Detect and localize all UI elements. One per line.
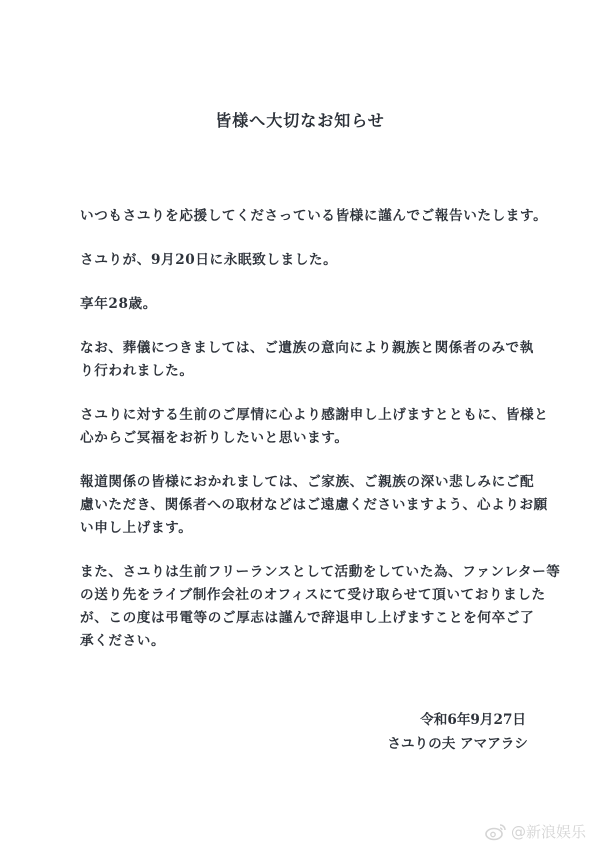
paragraph-announcement xyxy=(80,249,530,272)
paragraph-funeral xyxy=(80,337,534,383)
paragraph-line: 慮いただき、関係者への取材などはご遠慮くださいますよう、心よりお願 xyxy=(80,497,548,513)
paragraph-fan-letters xyxy=(80,561,561,653)
paragraph-line: 心からご冥福をお祈りしたいと思います。 xyxy=(80,430,349,446)
paragraph-press xyxy=(80,471,548,540)
document-title: 皆様へ大切なお知らせ xyxy=(215,111,385,130)
paragraph-line: さユりに対する生前のご厚情に心より感謝申し上げますとともに、皆様と xyxy=(80,407,549,423)
paragraph-greeting xyxy=(80,205,548,228)
paragraph-line: 承ください。 xyxy=(80,633,166,649)
paragraph-line: 享年28歳。 xyxy=(80,296,157,312)
paragraph-line: り行われました。 xyxy=(80,363,194,379)
signature-block xyxy=(387,708,528,756)
paragraph-line: いつもさユりを応援してくださっている皆様に謹んでご報告いたします。 xyxy=(80,208,548,224)
watermark xyxy=(485,821,586,842)
watermark-text: @新浪娱乐 xyxy=(510,823,586,841)
paragraph-line: の送り先をライブ制作会社のオフィスにて受け取らせて頂いておりました xyxy=(80,587,546,603)
paragraph-gratitude xyxy=(80,404,549,450)
signature-name: さユりの夫 アマアラシ xyxy=(387,736,528,752)
paragraph-line: 報道関係の皆様におかれましては、ご家族、ご親族の深い悲しみにご配 xyxy=(80,474,535,490)
paragraph-age xyxy=(80,293,530,316)
weibo-icon xyxy=(485,823,507,841)
paragraph-line: なお、葬儀につきましては、ご遺族の意向により親族と関係者のみで執 xyxy=(80,340,534,356)
paragraph-line: また、さユりは生前フリーランスとして活動をしていた為、ファンレター等 xyxy=(80,564,561,580)
paragraph-line: い申し上げます。 xyxy=(80,520,193,536)
signature-date: 令和6年9月27日 xyxy=(420,712,526,728)
document-body xyxy=(80,205,561,674)
paragraph-line: さユりが、9月20日に永眠致しました。 xyxy=(80,252,338,268)
paragraph-line: が、この度は弔電等のご厚志は謹んで辞退申し上げますことを何卒ご了 xyxy=(80,610,535,626)
